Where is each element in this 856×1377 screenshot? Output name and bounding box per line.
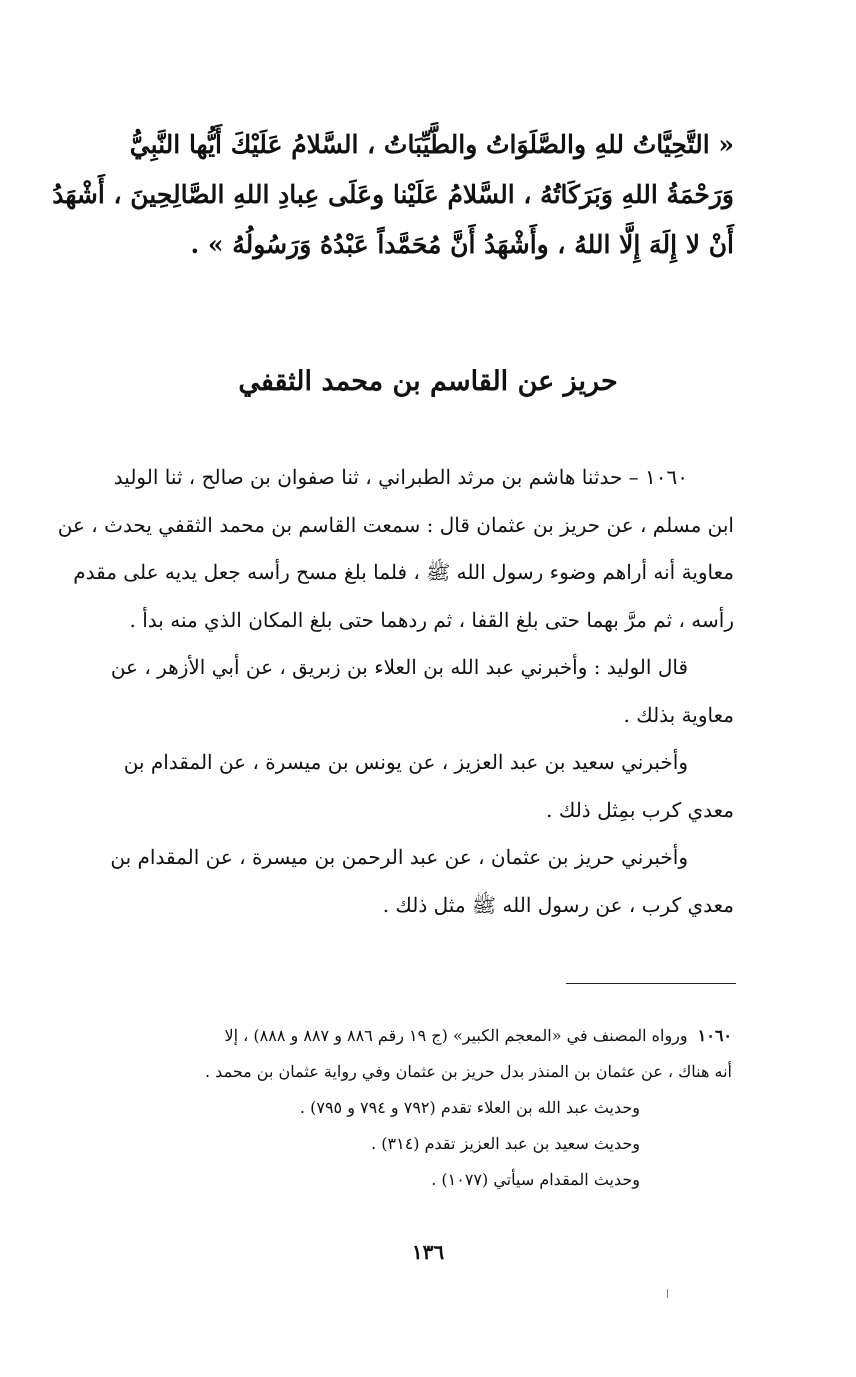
body-line: وأخبرني سعيد بن عبد العزيز ، عن يونس بن ميسرة ، عن المقدام بن: [123, 750, 688, 774]
body-line: ابن مسلم ، عن حريز بن عثمان قال : سمعت القاسم بن محمد الثقفي يحدث ، عن: [57, 512, 734, 537]
section-heading: حريز عن القاسم بن محمد الثقفي: [238, 366, 618, 397]
body-line: ١٠٦٠ – حدثنا هاشم بن مرثد الطبراني ، ثنا صفوان بن صالح ، ثنا الوليد: [113, 465, 688, 489]
body-line: معدي كرب بمِثل ذلك .: [546, 797, 734, 822]
quote-line: أَنْ لا إِلَهَ إِلَّا اللهُ ، وأَشْهَدُ أَنَّ مُحَمَّداً عَبْدُهُ وَرَسُولُهُ » .: [190, 230, 734, 259]
page-number: ١٣٦: [411, 1240, 445, 1264]
footnote-line: [36, 1018, 732, 1054]
tashahhud-quote: [40, 120, 734, 270]
hadith-text: [40, 454, 734, 929]
body-line: معاوية بذلك .: [623, 702, 734, 727]
footnote-number: ١٠٦٠: [697, 1026, 732, 1045]
footnote-separator: [566, 983, 736, 984]
body-line: وأخبرني حريز بن عثمان ، عن عبد الرحمن بن ميسرة ، عن المقدام بن: [110, 845, 688, 869]
footnote-text: ورواه المصنف في «المعجم الكبير» (ج ١٩ رقم ٨٨٦ و ٨٨٧ و ٨٨٨) ، إلا: [224, 1026, 688, 1045]
body-line: معاوية أنه أراهم وضوء رسول الله ﷺ ، فلما بلغ مسح رأسه جعل يديه على مقدم: [73, 560, 734, 584]
body-line: قال الوليد : وأخبرني عبد الله بن العلاء بن زبريق ، عن أبي الأزهر ، عن: [110, 655, 688, 679]
footnote-line: أنه هناك ، عن عثمان بن المنذر بدل حريز بن عثمان وفي رواية عثمان بن محمد .: [205, 1062, 732, 1081]
footnote-line: وحديث عبد الله بن العلاء تقدم (٧٩٢ و ٧٩٤ و ٧٩٥) .: [299, 1098, 640, 1117]
footnote-line: وحديث سعيد بن عبد العزيز تقدم (٣١٤) .: [371, 1134, 640, 1153]
body-line: معدي كرب ، عن رسول الله ﷺ مثل ذلك .: [382, 892, 734, 917]
footnotes: [36, 1018, 732, 1198]
scan-mark: [667, 1289, 668, 1298]
quote-line: وَرَحْمَةُ اللهِ وَبَرَكَاتُهُ ، السَّلامُ عَلَيْنا وعَلَى عِبادِ اللهِ الصَّالِحِينَ ، أَشْهَدُ: [52, 180, 734, 209]
footnote-line: وحديث المقدام سيأتي (١٠٧٧) .: [431, 1170, 640, 1189]
quote-line: « التَّحِيَّاتُ للهِ والصَّلَوَاتُ والطَّيِّبَاتُ ، السَّلامُ عَلَيْكَ أَيُّها النَّبِيُّ: [129, 130, 734, 159]
body-line: رأسه ، ثم مرَّ بهما حتى بلغ القفا ، ثم ردهما حتى بلغ المكان الذي منه بدأ .: [129, 607, 734, 632]
